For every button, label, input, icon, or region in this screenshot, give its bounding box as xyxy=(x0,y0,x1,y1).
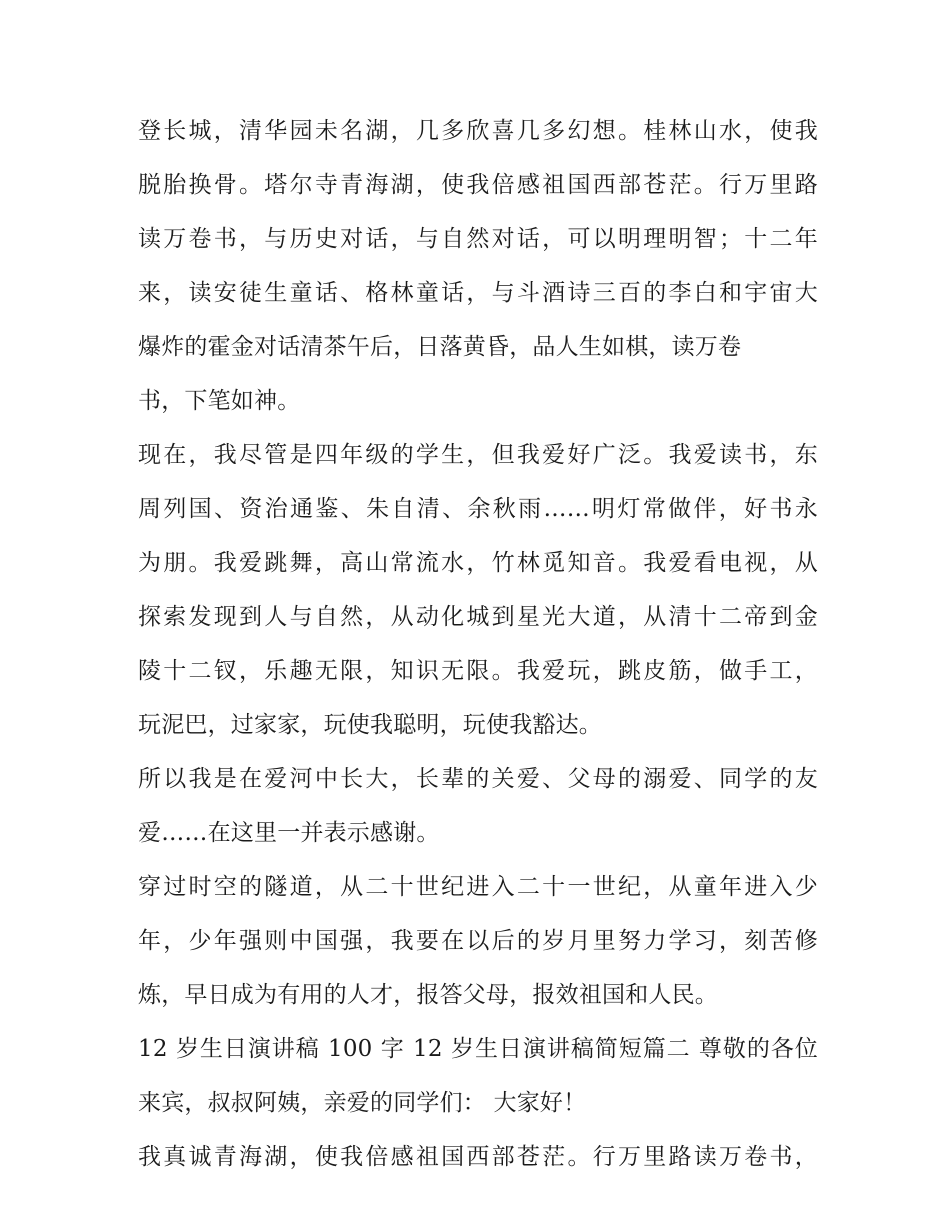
text-line: 我真诚青海湖，使我倍感祖国西部苍茫。行万里路读万卷书， xyxy=(138,1144,818,1170)
text-line: 探索发现到人与自然，从动化城到星光大道，从清十二帝到金 xyxy=(138,604,818,630)
text-line: 玩泥巴，过家家，玩使我聪明，玩使我豁达。 xyxy=(138,712,602,738)
text-line: 所以我是在爱河中长大，长辈的关爱、父母的溺爱、同学的友 xyxy=(138,766,818,792)
text-line: 来，读安徒生童话、格林童话，与斗酒诗三百的李白和宇宙大 xyxy=(138,280,818,306)
text-line: 12 岁生日演讲稿 100 字 12 岁生日演讲稿简短篇二 尊敬的各位 xyxy=(138,1036,818,1062)
text-line: 脱胎换骨。塔尔寺青海湖，使我倍感祖国西部苍茫。行万里路 xyxy=(138,172,818,198)
text-line: 陵十二钗，乐趣无限，知识无限。我爱玩，跳皮筋，做手工， xyxy=(138,658,818,684)
text-line: 读万卷书，与历史对话，与自然对话，可以明理明智；十二年 xyxy=(138,226,818,252)
document-body xyxy=(138,104,818,1184)
text-line: 来宾，叔叔阿姨，亲爱的同学们： 大家好！ xyxy=(138,1090,587,1116)
text-line: 爱……在这里一并表示感谢。 xyxy=(138,820,440,846)
text-line: 周列国、资治通鉴、朱自清、余秋雨……明灯常做伴，好书永 xyxy=(138,496,818,522)
text-line: 书，下笔如神。 xyxy=(138,388,301,414)
text-line: 登长城，清华园未名湖，几多欣喜几多幻想。桂林山水，使我 xyxy=(138,118,818,144)
text-line: 为朋。我爱跳舞，高山常流水，竹林觅知音。我爱看电视，从 xyxy=(138,550,818,576)
text-line: 穿过时空的隧道，从二十世纪进入二十一世纪，从童年进入少 xyxy=(138,874,818,900)
text-line: 爆炸的霍金对话清茶午后，日落黄昏，品人生如棋，读万卷 xyxy=(138,334,742,360)
text-line: 年，少年强则中国强，我要在以后的岁月里努力学习，刻苦修 xyxy=(138,928,818,954)
text-line: 炼，早日成为有用的人才，报答父母，报效祖国和人民。 xyxy=(138,982,718,1008)
text-line: 现在，我尽管是四年级的学生，但我爱好广泛。我爱读书，东 xyxy=(138,442,818,468)
